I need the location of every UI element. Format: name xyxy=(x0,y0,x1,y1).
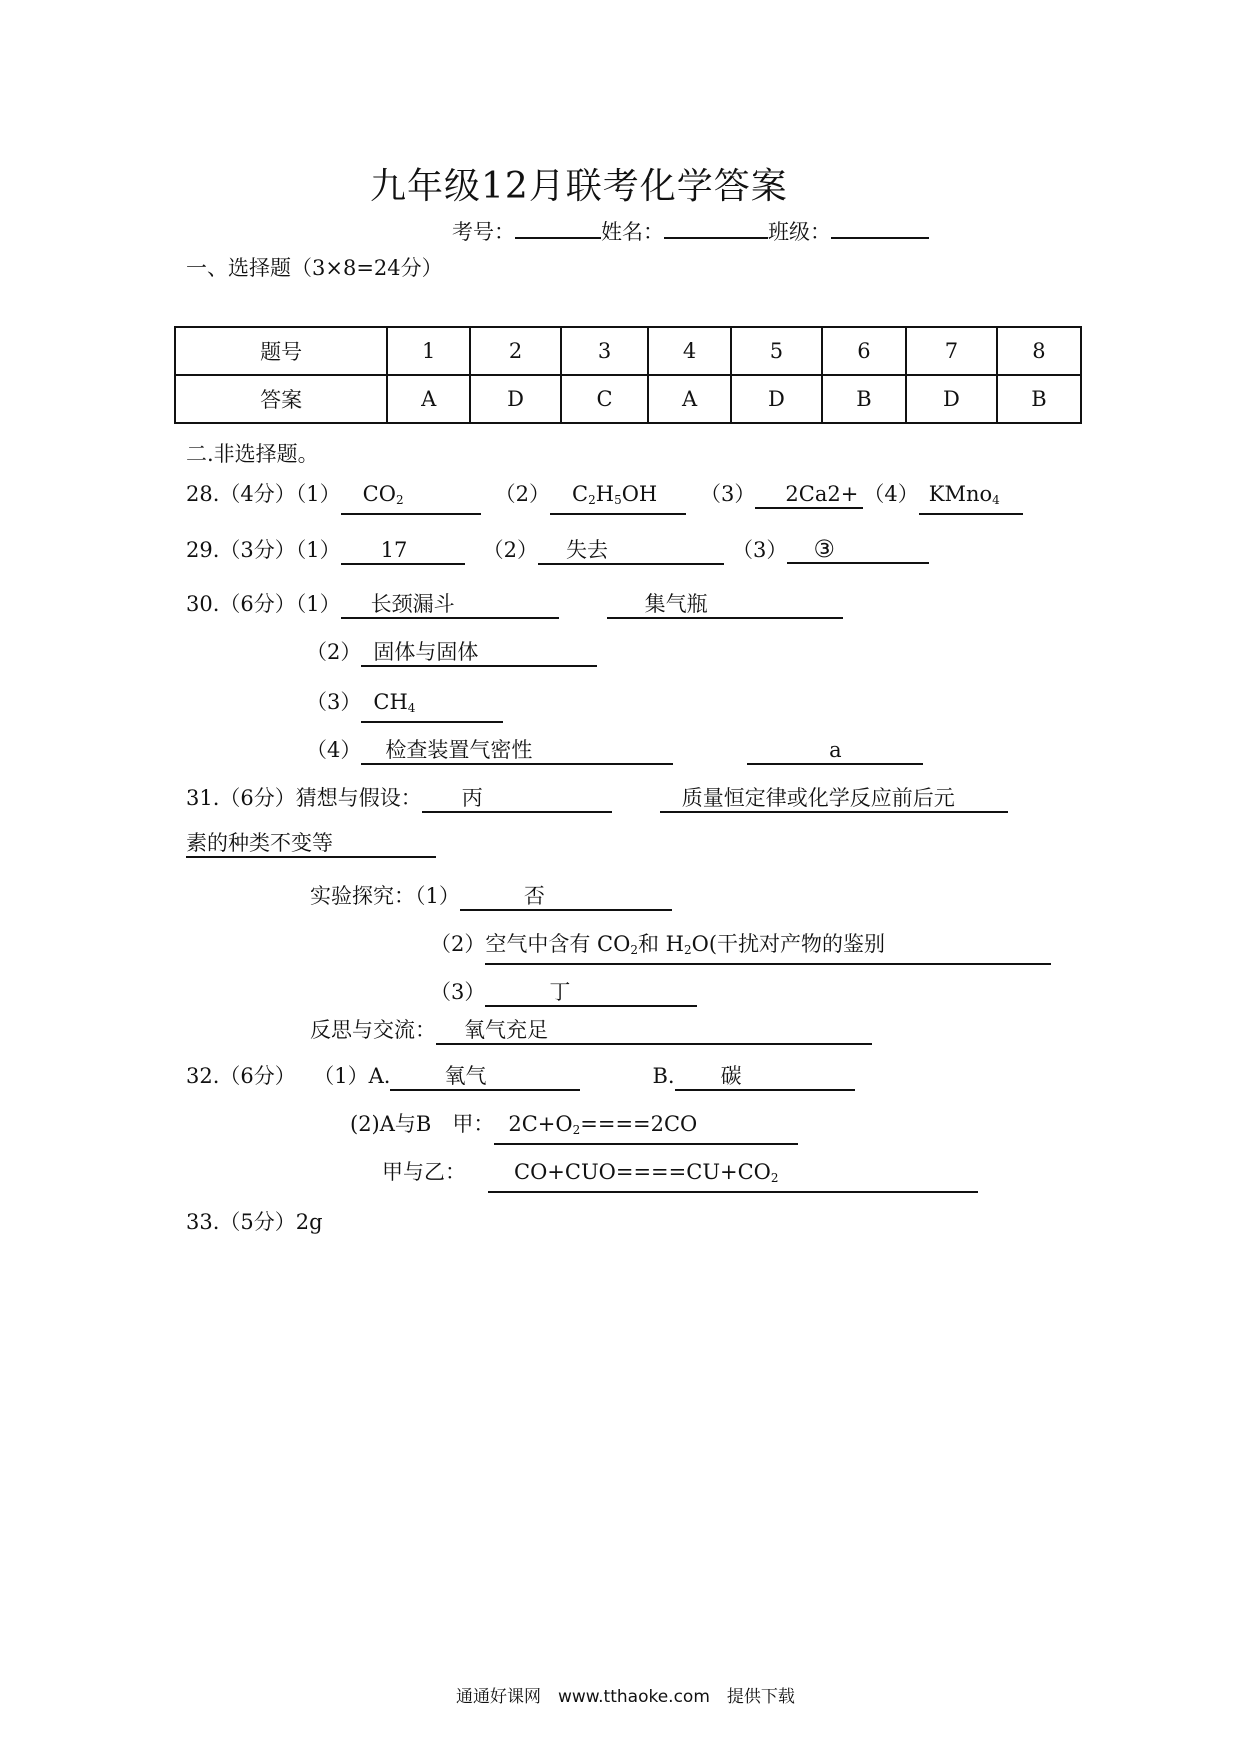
hypothesis-label: 猜想与假设： xyxy=(295,786,422,810)
row-header: 答案 xyxy=(175,375,387,423)
answer-blank: 否 xyxy=(460,883,672,911)
part-label: （3） xyxy=(700,482,756,506)
question-31 xyxy=(186,782,1008,813)
table-row xyxy=(175,327,1081,375)
answer-text: 2g xyxy=(295,1210,323,1234)
question-32 xyxy=(186,1060,855,1091)
part-label: （2） xyxy=(494,482,551,506)
part-label: （3） xyxy=(306,690,362,714)
student-info-row xyxy=(452,216,929,246)
part-label: （3） xyxy=(430,980,486,1004)
question-label: 32.（6分） xyxy=(186,1064,296,1088)
part-label: （2） xyxy=(430,932,486,956)
answer-blank: $2C+O_2====2CO$ xyxy=(494,1111,798,1145)
answer-blank: 空气中含有 $CO_2$和 $H_2O$(干扰对产物的鉴别 xyxy=(485,931,1051,965)
question-number: 1 xyxy=(387,327,470,375)
part-label: （1） xyxy=(295,538,341,562)
answer-cell: D xyxy=(731,375,822,423)
part-label: （1） xyxy=(295,592,341,616)
table-row xyxy=(175,375,1081,423)
answer-cell: B xyxy=(822,375,906,423)
question-number: 7 xyxy=(906,327,997,375)
question-30 xyxy=(186,588,843,619)
question-31-exp2 xyxy=(430,928,1051,965)
answer-blank: 失去 xyxy=(538,537,724,565)
question-number: 6 xyxy=(822,327,906,375)
answer-cell: D xyxy=(470,375,561,423)
answer-blank: 素的种类不变等 xyxy=(186,830,436,858)
answer-blank: $CO+CUO====CU+CO_2$ xyxy=(488,1159,978,1193)
answer-cell: D xyxy=(906,375,997,423)
footer-source: 通通好课网 www.tthaoke.com 提供下载 xyxy=(456,1687,795,1707)
answer-blank: 长颈漏斗 xyxy=(341,591,559,619)
page-title: 九年级12月联考化学答案 xyxy=(370,166,788,207)
part-label: 甲与乙： xyxy=(382,1160,466,1184)
question-32-part3 xyxy=(382,1156,978,1193)
question-30-part4 xyxy=(306,734,923,765)
answer-blank: 检查装置气密性 xyxy=(361,737,673,765)
answer-blank: 2Ca2+ xyxy=(755,481,863,509)
answer-blank: 集气瓶 xyxy=(607,591,843,619)
question-number: 2 xyxy=(470,327,561,375)
part-label: （3） xyxy=(732,538,788,562)
part-label: （4） xyxy=(863,482,919,506)
question-29 xyxy=(186,534,929,565)
answer-blank: 丁 xyxy=(485,979,697,1007)
name-blank[interactable] xyxy=(664,237,768,239)
part-label: （1） xyxy=(415,884,460,908)
row-header: 题号 xyxy=(175,327,387,375)
answer-blank: 丙 xyxy=(422,785,612,813)
answer-blank: 氧气 xyxy=(390,1063,580,1091)
part-label: (2)A与B 甲： xyxy=(350,1112,495,1136)
question-number: 4 xyxy=(648,327,731,375)
answer-blank: KMno$_4$ xyxy=(919,481,1023,515)
answer-blank: 碳 xyxy=(675,1063,855,1091)
part-label: （1）A. xyxy=(323,1064,391,1088)
section1-heading: 一、选择题（3×8=24分） xyxy=(186,256,443,280)
question-33 xyxy=(186,1206,323,1236)
question-number: 8 xyxy=(997,327,1081,375)
question-31-cont xyxy=(186,830,436,858)
part-label: （2） xyxy=(306,640,362,664)
answer-blank: a xyxy=(747,737,923,765)
answer-blank: 氧气充足 xyxy=(436,1017,872,1045)
class-blank[interactable] xyxy=(831,237,929,239)
answer-cell: C xyxy=(561,375,648,423)
question-number: 3 xyxy=(561,327,648,375)
question-label: 33.（5分） xyxy=(186,1210,296,1234)
exam-no-label: 考号： xyxy=(452,220,515,244)
question-label: 31.（6分） xyxy=(186,786,296,810)
answer-blank: 17 xyxy=(341,537,465,565)
question-31-exp1 xyxy=(310,880,672,911)
answer-cell: A xyxy=(648,375,731,423)
question-28 xyxy=(186,478,1023,515)
section2-heading: 二.非选择题。 xyxy=(186,442,319,466)
class-label: 班级： xyxy=(768,220,831,244)
answer-blank: $CO_2$ xyxy=(341,481,481,515)
experiment-label: 实验探究： xyxy=(310,884,415,908)
answer-blank: $C_2H_5OH$ xyxy=(550,481,686,515)
question-30-part2 xyxy=(306,636,597,667)
question-label: 28.（4分） xyxy=(186,482,296,506)
exam-no-blank[interactable] xyxy=(515,237,601,239)
answer-blank: 固体与固体 xyxy=(361,639,597,667)
answer-cell: B xyxy=(997,375,1081,423)
multiple-choice-answer-table xyxy=(174,326,1082,424)
part-label: （2） xyxy=(482,538,539,562)
question-label: 29.（3分） xyxy=(186,538,296,562)
answer-blank: $CH_4$ xyxy=(361,689,503,723)
question-label: 30.（6分） xyxy=(186,592,296,616)
question-30-part3 xyxy=(306,686,503,723)
part-label: B. xyxy=(652,1064,675,1088)
question-31-reflection xyxy=(310,1014,872,1045)
answer-blank: 质量恒定律或化学反应前后元 xyxy=(660,785,1008,813)
name-label: 姓名： xyxy=(601,220,664,244)
part-label: （4） xyxy=(306,738,362,762)
question-32-part2 xyxy=(350,1108,798,1145)
answer-blank: ③ xyxy=(787,536,929,564)
part-label: （1） xyxy=(295,482,341,506)
answer-cell: A xyxy=(387,375,470,423)
question-number: 5 xyxy=(731,327,822,375)
question-31-exp3 xyxy=(430,976,697,1007)
reflection-label: 反思与交流： xyxy=(310,1018,436,1042)
